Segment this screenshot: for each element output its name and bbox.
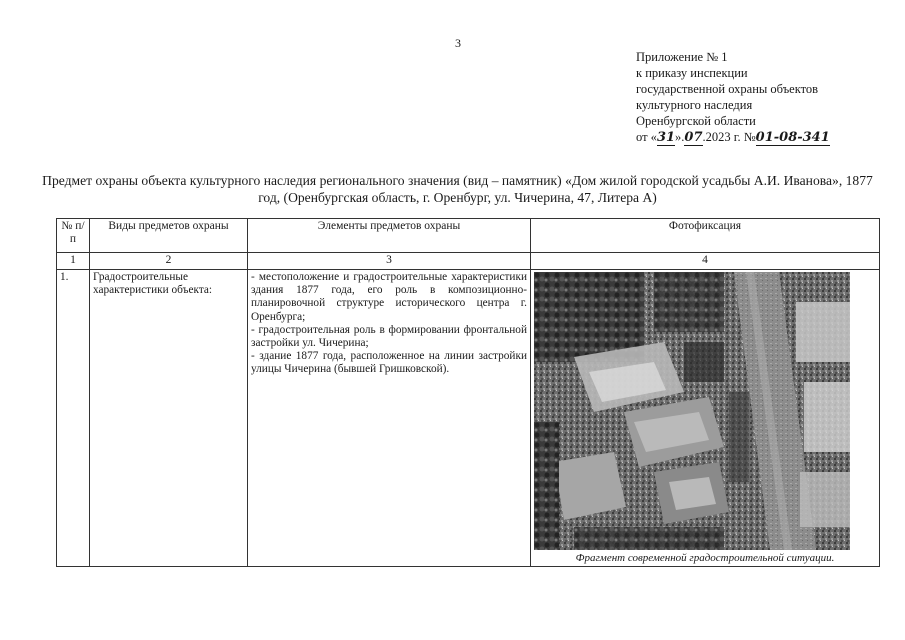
aerial-photo <box>534 272 850 550</box>
header-elements: Элементы предметов охраны <box>248 219 531 253</box>
protection-table <box>56 218 880 567</box>
column-number: 4 <box>531 253 880 270</box>
date-mid: ». <box>675 130 685 144</box>
column-number: 1 <box>57 253 90 270</box>
row-number: 1. <box>57 270 90 567</box>
element-item: - местоположение и градостроительные характеристики здания 1877 года, его роль в композиционно-планировочной структуре исторического центра г. Оренбурга; <box>251 271 527 323</box>
appendix-line: государственной охраны объектов <box>636 82 819 96</box>
column-number-row <box>57 253 880 270</box>
document-title: Предмет охраны объекта культурного наследия регионального значения (вид – памятник) «Дом жилой городской усадьбы А.И. Иванова», 1877 год, (Оренбургская область, г. Оренбург, ул. Чичерина, 47, Литера А) <box>42 173 873 205</box>
header-photo: Фотофиксация <box>531 219 880 253</box>
table-header-row <box>57 219 880 253</box>
element-item: - градостроительная роль в формировании фронтальной застройки ул. Чичерина; <box>251 323 527 350</box>
page-number: 3 <box>455 36 461 50</box>
table-row <box>57 270 880 567</box>
order-number: 01-08-341 <box>755 130 830 145</box>
appendix-date-line <box>636 129 886 146</box>
header-number: № п/п <box>57 219 90 253</box>
column-number: 2 <box>90 253 248 270</box>
appendix-line: Оренбургской области <box>636 114 756 128</box>
date-day: 31 <box>656 130 676 145</box>
column-number: 3 <box>248 253 531 270</box>
appendix-line: культурного наследия <box>636 98 753 112</box>
row-type: Градостроительные характеристики объекта: <box>90 270 248 567</box>
appendix-line: к приказу инспекции <box>636 66 748 80</box>
photo-caption: Фрагмент современной градостроительной ситуации. <box>575 552 835 564</box>
appendix-line: Приложение № 1 <box>636 50 728 64</box>
date-prefix: от « <box>636 130 657 144</box>
header-type: Виды предметов охраны <box>90 219 248 253</box>
element-item: - здание 1877 года, расположенное на линии застройки улицы Чичерина (бывшей Гришковской). <box>251 350 527 376</box>
row-photo-cell <box>531 270 880 567</box>
date-year: .2023 г. № <box>702 130 756 144</box>
row-elements <box>248 270 531 567</box>
date-month: 07 <box>684 130 703 145</box>
appendix-header <box>636 49 886 146</box>
